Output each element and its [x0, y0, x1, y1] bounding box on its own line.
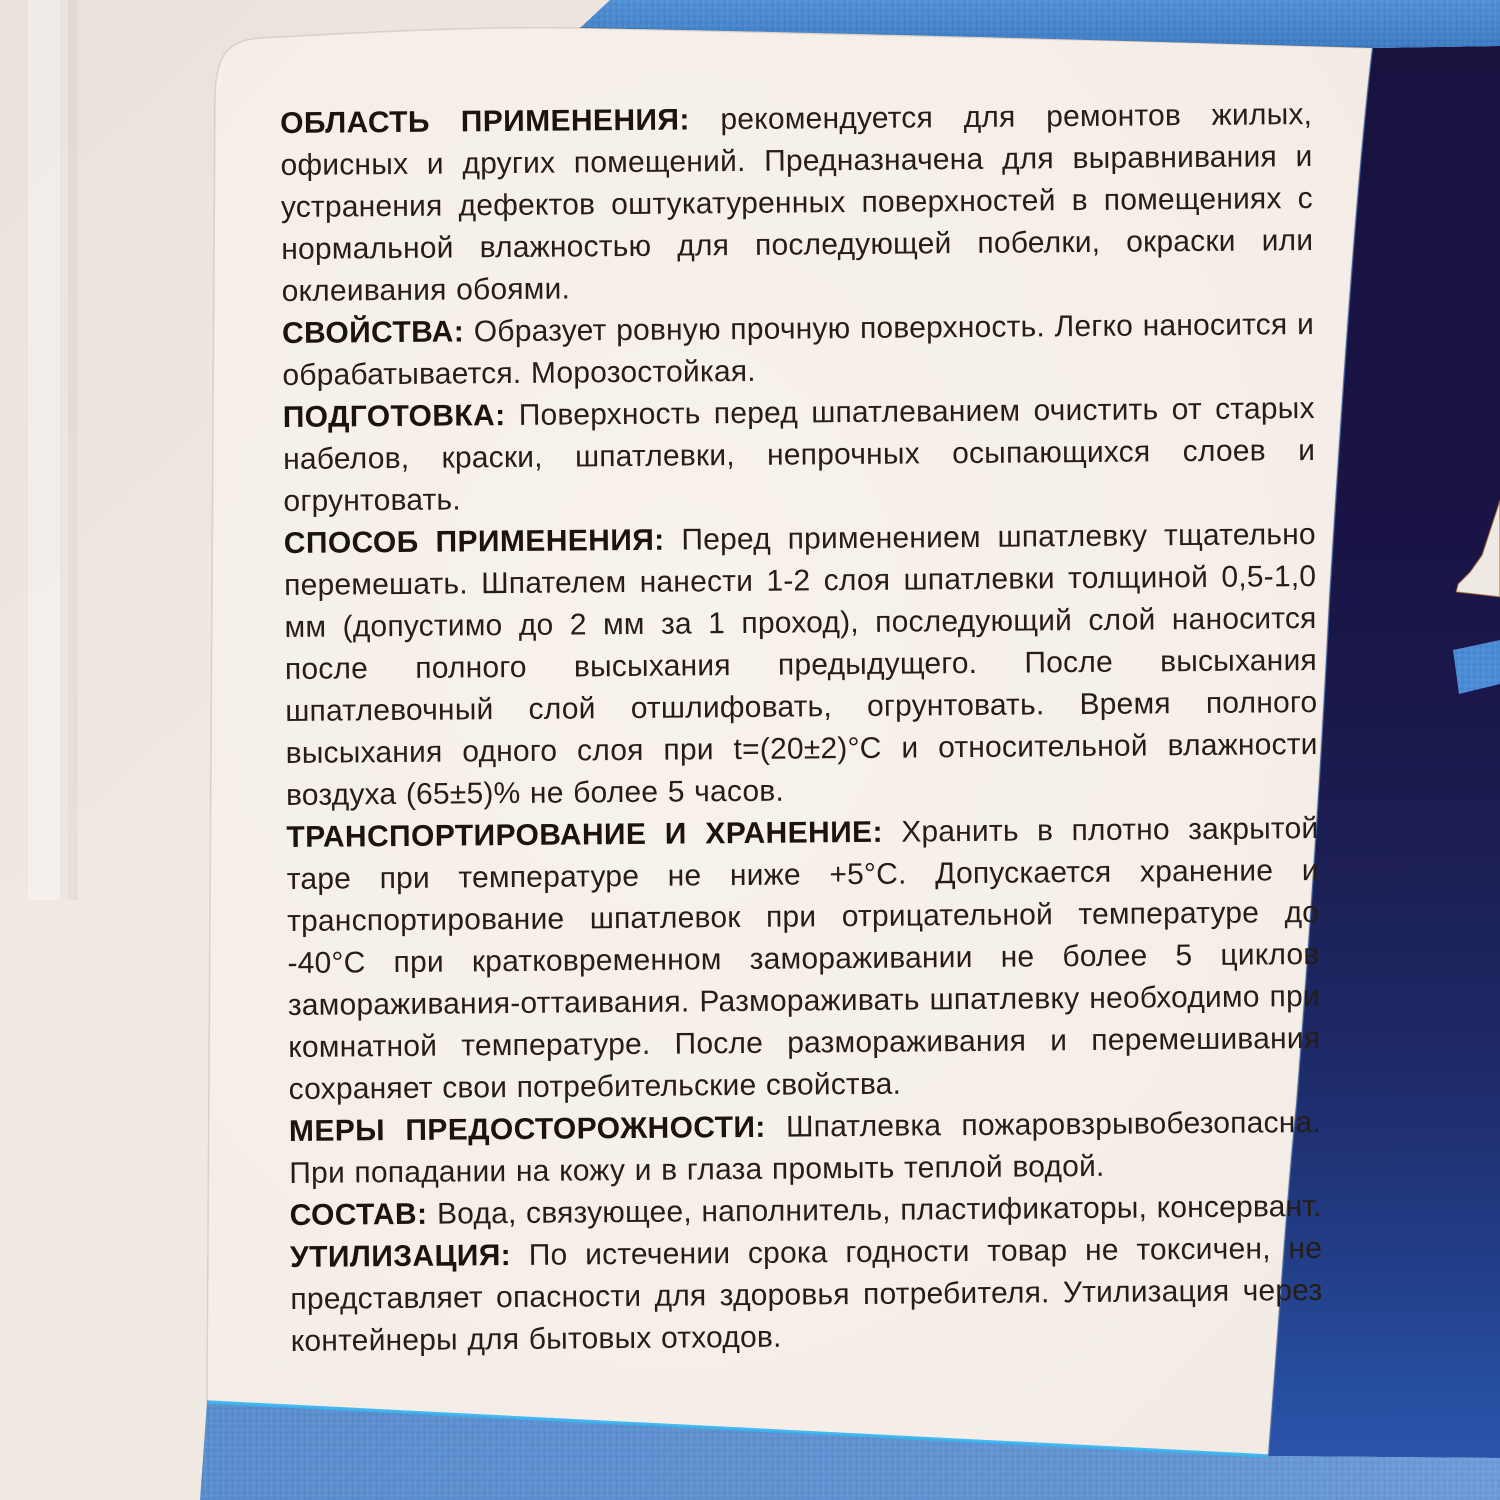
label-section-application	[280, 94, 1314, 313]
label-section-preparation	[283, 388, 1316, 523]
section-heading: ОБЛАСТЬ ПРИМЕНЕНИЯ:	[280, 103, 690, 140]
section-heading: МЕРЫ ПРЕДОСТОРОЖНОСТИ:	[288, 1110, 766, 1148]
label-section-usage	[284, 514, 1319, 817]
label-section-properties	[282, 304, 1315, 397]
section-body: рекомендуется для ремонтов жилых, офисных и других помещений. Предназначена для выравнивания и устранения дефектов оштукатуренных поверхностей в помещениях с нормальной влажностью для последующей побелки, окраски или оклеивания обоями.	[280, 97, 1314, 308]
section-body: Хранить в плотно закрытой таре при температуре не ниже +5°С. Допускается хранение и транспортирование шпатлевок при отрицательной температуре до -40°С при кратковременном замораживании не более 5 циклов замораживания-оттаивания. Размораживать шпатлевку необходимо при комнатной температуре. После размораживания и перемешивания сохраняет свои потребительские свойства.	[286, 811, 1321, 1106]
section-heading: СВОЙСТВА:	[281, 315, 465, 350]
section-heading: СПОСОБ ПРИМЕНЕНИЯ:	[283, 523, 665, 560]
label-text	[280, 94, 1323, 1363]
section-body: Образует ровную прочную поверхность. Легко наносится и обрабатывается. Морозостойкая.	[282, 307, 1315, 392]
section-body: Вода, связующее, наполнитель, пластификаторы, консервант.	[436, 1189, 1322, 1231]
label-section-precautions	[289, 1102, 1322, 1195]
section-body: Поверхность перед шпатлеванием очистить от старых набелов, краски, шпатлевки, непрочных осыпающихся слоев и огрунтовать.	[282, 391, 1316, 518]
section-body: По истечении срока годности товар не токсичен, не представляет опасности для здоровья потребителя. Утилизация через контейнеры для бытовых отходов.	[290, 1231, 1323, 1358]
section-heading: ТРАНСПОРТИРОВАНИЕ И ХРАНЕНИЕ:	[286, 815, 884, 854]
section-heading: УТИЛИЗАЦИЯ:	[289, 1239, 512, 1274]
section-body: Шпатлевка пожаровзрывобезопасна. При попадании на кожу и в глаза промыть теплой водой.	[289, 1105, 1322, 1190]
section-heading: СОСТАВ:	[289, 1197, 428, 1232]
bucket-edge-shadow	[60, 0, 78, 900]
label-section-transport-storage	[286, 808, 1321, 1111]
section-body: Перед применением шпатлевку тщательно перемешать. Шпателем нанести 1-2 слоя шпатлевки толщиной 0,5-1,0 мм (допустимо до 2 мм за 1 проход), последующий слой наносится после полного высыхания предыдущего. После высыхания шпатлевочный слой отшлифовать, огрунтовать. Время полного высыхания одного слоя при t=(20±2)°С и относительной влажности воздуха (65±5)% не более 5 часов.	[284, 517, 1318, 812]
section-heading: ПОДГОТОВКА:	[282, 399, 506, 434]
label-section-disposal	[290, 1228, 1323, 1363]
